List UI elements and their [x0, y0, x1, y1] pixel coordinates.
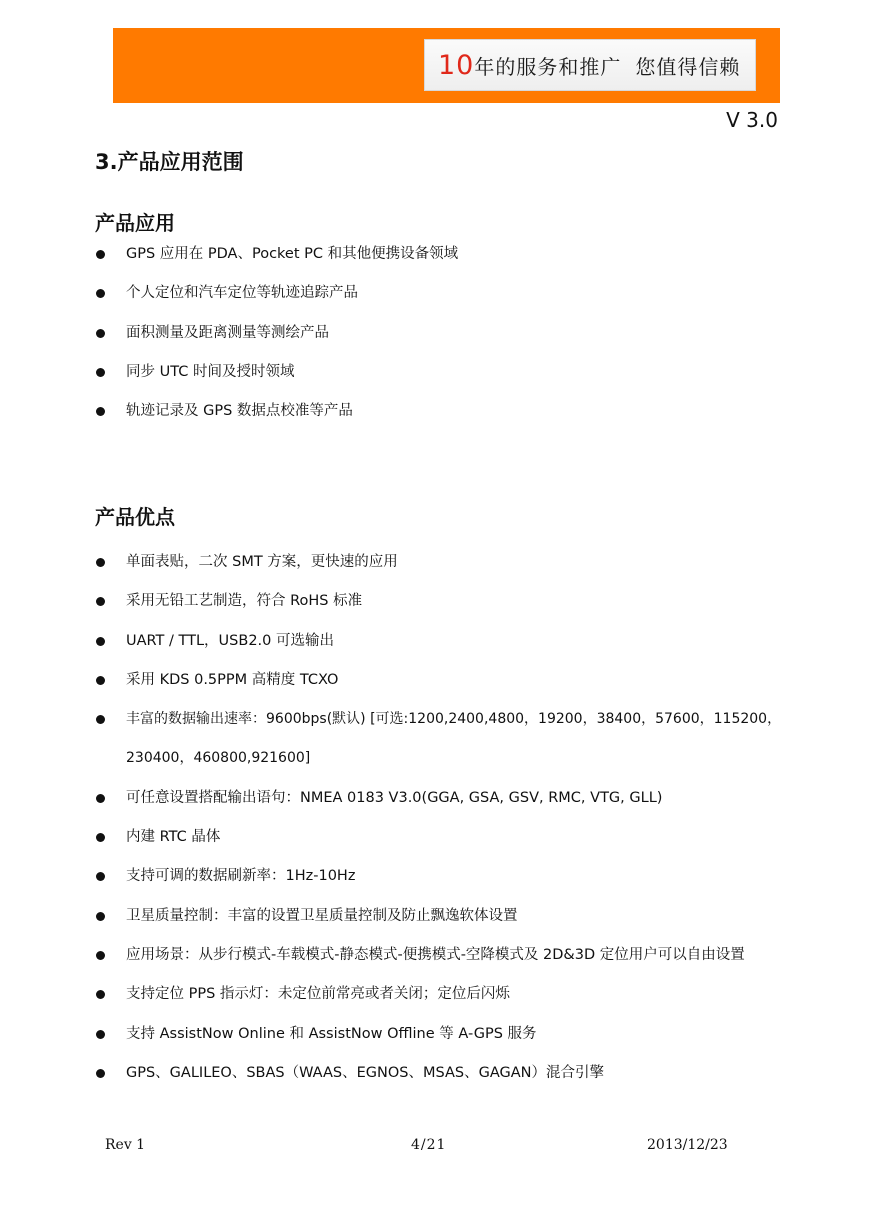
list-item-continuation: 230400，460800,921600] [126, 750, 311, 767]
list-item: 个人定位和汽车定位等轨迹追踪产品 [0, 280, 870, 319]
bullet-icon [96, 872, 105, 881]
footer-date: 2013/12/23 [647, 1137, 728, 1153]
applications-title: 产品应用 [95, 211, 175, 235]
header-banner [113, 28, 780, 103]
list-item: 采用 KDS 0.5PPM 高精度 TCXO [0, 667, 870, 706]
bullet-icon [96, 833, 105, 842]
list-item: 单面表贴，二次 SMT 方案，更快速的应用 [0, 549, 870, 588]
list-item: 卫星质量控制：丰富的设置卫星质量控制及防止飘逸软体设置 [0, 903, 870, 942]
section-title: 3.产品应用范围 [95, 150, 244, 174]
list-item: 支持 AssistNow Online 和 AssistNow Offline 等 A-GPS 服务 [0, 1021, 870, 1060]
bullet-icon [96, 951, 105, 960]
list-item: GPS、GALILEO、SBAS（WAAS、EGNOS、MSAS、GAGAN）混合引擎 [0, 1060, 870, 1099]
bullet-icon [96, 1069, 105, 1078]
slogan-part1: 年的服务和推广 [474, 54, 622, 79]
bullet-icon [96, 597, 105, 606]
bullet-icon [96, 407, 105, 416]
list-item: 同步 UTC 时间及授时领域 [0, 359, 870, 398]
bullet-icon [96, 329, 105, 338]
bullet-icon [96, 676, 105, 685]
list-item: 应用场景：从步行模式-车载模式-静态模式-便携模式-空降模式及 2D&3D 定位用户可以自由设置 [0, 942, 870, 981]
bullet-icon [96, 715, 105, 724]
footer-page-number: 4/21 [411, 1137, 447, 1153]
footer-revision: Rev 1 [105, 1137, 146, 1153]
list-item: GPS 应用在 PDA、Pocket PC 和其他便携设备领域 [0, 241, 870, 280]
slogan-banner [424, 39, 756, 91]
bullet-icon [96, 794, 105, 803]
version-label: V 3.0 [726, 108, 778, 132]
advantages-title: 产品优点 [95, 505, 175, 529]
bullet-icon [96, 368, 105, 377]
list-item: 支持可调的数据刷新率：1Hz-10Hz [0, 863, 870, 902]
list-item: 轨迹记录及 GPS 数据点校准等产品 [0, 398, 870, 437]
bullet-icon [96, 250, 105, 259]
slogan-part2: 您值得信赖 [635, 54, 741, 79]
list-item: UART / TTL，USB2.0 可选输出 [0, 628, 870, 667]
list-item: 内建 RTC 晶体 [0, 824, 870, 863]
bullet-icon [96, 990, 105, 999]
bullet-icon [96, 1030, 105, 1039]
bullet-icon [96, 558, 105, 567]
bullet-icon [96, 289, 105, 298]
slogan-number: 10 [438, 49, 475, 81]
list-item: 支持定位 PPS 指示灯：未定位前常亮或者关闭；定位后闪烁 [0, 981, 870, 1020]
applications-list [0, 241, 870, 437]
bullet-icon [96, 637, 105, 646]
list-item: 面积测量及距离测量等测绘产品 [0, 320, 870, 359]
advantages-list [0, 549, 870, 1099]
list-item: 可任意设置搭配输出语句：NMEA 0183 V3.0(GGA, GSA, GSV, RMC, VTG, GLL) [0, 785, 870, 824]
list-item: 丰富的数据输出速率：9600bps(默认) [可选:1200,2400,4800，19200，38400，57600，115200， [0, 706, 870, 745]
list-item: 采用无铅工艺制造，符合 RoHS 标准 [0, 588, 870, 627]
slogan-text [438, 50, 740, 81]
bullet-icon [96, 912, 105, 921]
